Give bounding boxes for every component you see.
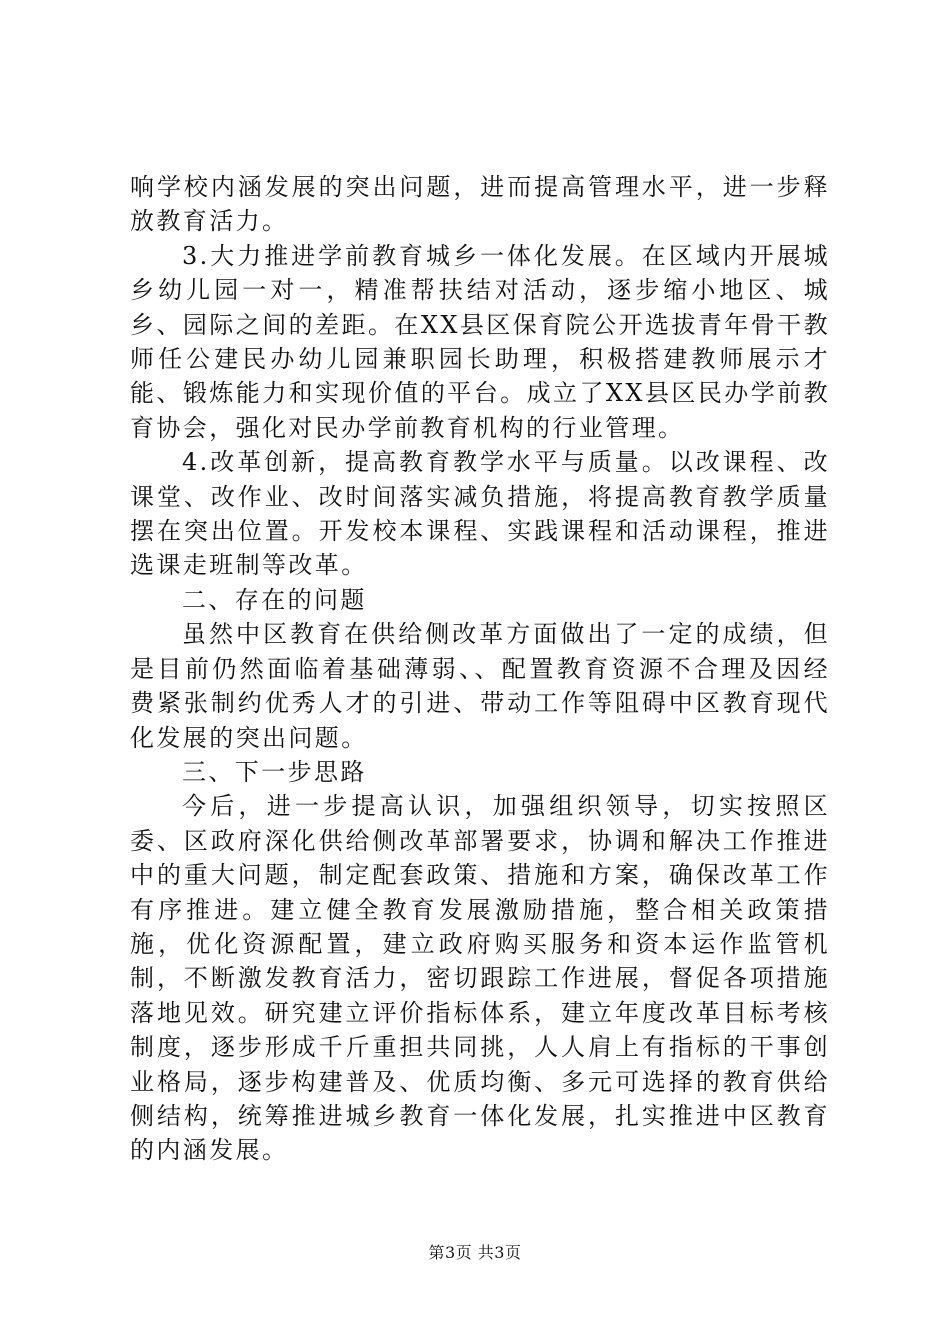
section-heading-problems: 二、存在的问题: [182, 585, 367, 614]
paragraph-preschool-integration: 3.大力推进学前教育城乡一体化发展。在区域内开展城乡幼儿园一对一，精准帮扶结对活动，逐步缩小地区、城乡、园际之间的差距。在XX县区保育院公开选拔青年骨干教师任公建民办幼儿园兼职园长助理，积极搭建教师展示才能、锻炼能力和实现价值的平台。成立了XX县区民办学前教育协会，强化对民办学前教育机构的行业管理。: [130, 241, 830, 442]
page-footer: 第3页 共3页: [428, 1243, 522, 1262]
paragraph-reform-innovation: 4.改革创新，提高教育教学水平与质量。以改课程、改课堂、改作业、改时间落实减负措施，将提高教育教学质量摆在突出位置。开发校本课程、实践课程和活动课程，推进选课走班制等改革。: [130, 448, 830, 580]
document-body: [130, 170, 830, 1168]
section-heading-next-steps: 三、下一步思路: [182, 757, 367, 786]
paragraph-problems: 虽然中区教育在供给侧改革方面做出了一定的成绩，但是目前仍然面临着基础薄弱、、配置教育资源不合理及因经费紧张制约优秀人才的引进、带动工作等阻碍中区教育现代化发展的突出问题。: [130, 620, 830, 752]
paragraph-next-steps: 今后，进一步提高认识，加强组织领导，切实按照区委、区政府深化供给侧改革部署要求，协调和解决工作推进中的重大问题，制定配套政策、措施和方案，确保改革工作有序推进。建立健全教育发展激励措施，整合相关政策措施，优化资源配置，建立政府购买服务和资本运作监管机制，不断激发教育活力，密切跟踪工作进展，督促各项措施落地见效。研究建立评价指标体系，建立年度改革目标考核制度，逐步形成千斤重担共同挑，人人肩上有指标的干事创业格局，逐步构建普及、优质均衡、多元可选择的教育供给侧结构，统筹推进城乡教育一体化发展，扎实推进中区教育的内涵发展。: [130, 792, 830, 1165]
paragraph-continuation: 响学校内涵发展的突出问题，进而提高管理水平，进一步释放教育活力。: [130, 173, 830, 236]
